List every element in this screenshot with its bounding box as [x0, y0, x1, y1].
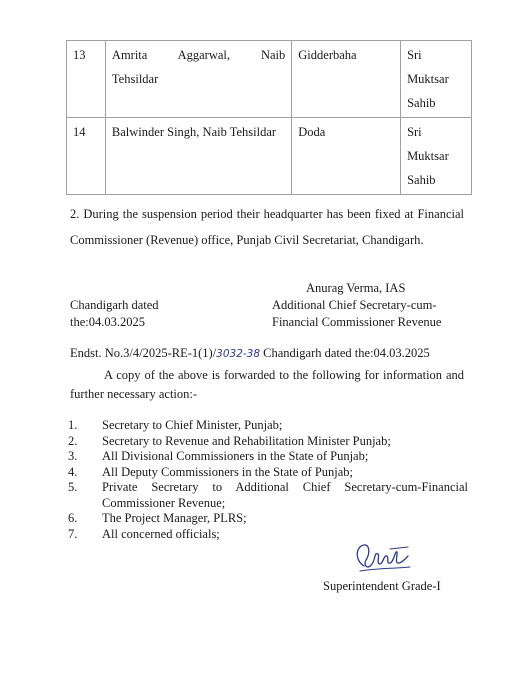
list-item-text: Secretary to Chief Minister, Punjab; [102, 418, 283, 432]
official-name [105, 41, 291, 118]
list-item-text-continued: Commissioner Revenue; [102, 495, 226, 510]
row-number: 14 [67, 118, 106, 195]
recipient-list [68, 418, 468, 542]
list-item-number: 4. [68, 464, 78, 479]
list-item-text: Private Secretary to Additional Chief Secretary-cum-Financial [102, 480, 468, 494]
signature-designation: Superintendent Grade-I [323, 579, 441, 593]
posting-place: Doda [292, 118, 401, 195]
list-item [68, 449, 468, 465]
official-name [105, 118, 291, 195]
endorsement-line [70, 345, 430, 362]
signatory-title-line1: Additional Chief Secretary-cum- [272, 298, 437, 312]
district-line: Sahib [407, 96, 436, 110]
list-item-number: 5. [68, 480, 78, 494]
list-item-number: 2. [68, 433, 78, 448]
posting-place: Gidderbaha [292, 41, 401, 118]
list-item-number: 6. [68, 511, 78, 525]
signatory-name: Anurag Verma, IAS [306, 281, 406, 295]
place-date-line1: Chandigarh dated [70, 298, 159, 312]
list-item-text: Secretary to Revenue and Rehabilitation Minister Punjab; [102, 433, 391, 448]
list-item [68, 480, 468, 511]
handwritten-signature [350, 540, 420, 578]
list-item [68, 418, 468, 434]
district [401, 41, 472, 118]
district-line: Muktsar [407, 149, 449, 163]
paragraph-headquarter: 2. During the suspension period their headquarter has been fixed at Financial Commissioner (Revenue) office, Punjab Civil Secretariat, Chandigarh. [70, 207, 464, 247]
district-line: Sri [407, 48, 422, 62]
list-item [68, 465, 468, 481]
place-date-line2: the:04.03.2025 [70, 315, 145, 329]
list-item-number: 3. [68, 449, 78, 463]
list-item-number: 7. [68, 526, 78, 541]
forward-paragraph: A copy of the above is forwarded to the following for information and further necessary action:- [70, 368, 464, 401]
district-line: Muktsar [407, 72, 449, 86]
list-item-text: All Deputy Commissioners in the State of Punjab; [102, 464, 354, 479]
signatory-title-line2: Financial Commissioner Revenue [272, 315, 442, 329]
district-line: Sri [407, 125, 422, 139]
list-item-text: All Divisional Commissioners in the State of Punjab; [102, 449, 369, 463]
official-name-line: Tehsildar [111, 72, 159, 86]
list-item-number: 1. [68, 418, 78, 432]
list-item [68, 511, 468, 527]
endorsement-number: Endst. No.3/4/2025-RE-1(1)/ [70, 346, 217, 360]
district [401, 118, 472, 195]
row-number: 13 [67, 41, 106, 118]
official-name-line: Amrita Aggarwal, Naib [111, 48, 286, 62]
table-row [67, 41, 472, 118]
handwritten-dispatch-number: 3032-38 [216, 348, 261, 360]
list-item-text: All concerned officials; [102, 526, 220, 541]
district-line: Sahib [407, 173, 436, 187]
endorsement-date: Chandigarh dated the:04.03.2025 [260, 346, 430, 360]
list-item [68, 434, 468, 450]
table-row [67, 118, 472, 195]
list-item-text: The Project Manager, PLRS; [102, 511, 247, 525]
officials-table [66, 40, 472, 195]
official-name-line: Balwinder Singh, Naib Tehsildar [111, 125, 277, 139]
